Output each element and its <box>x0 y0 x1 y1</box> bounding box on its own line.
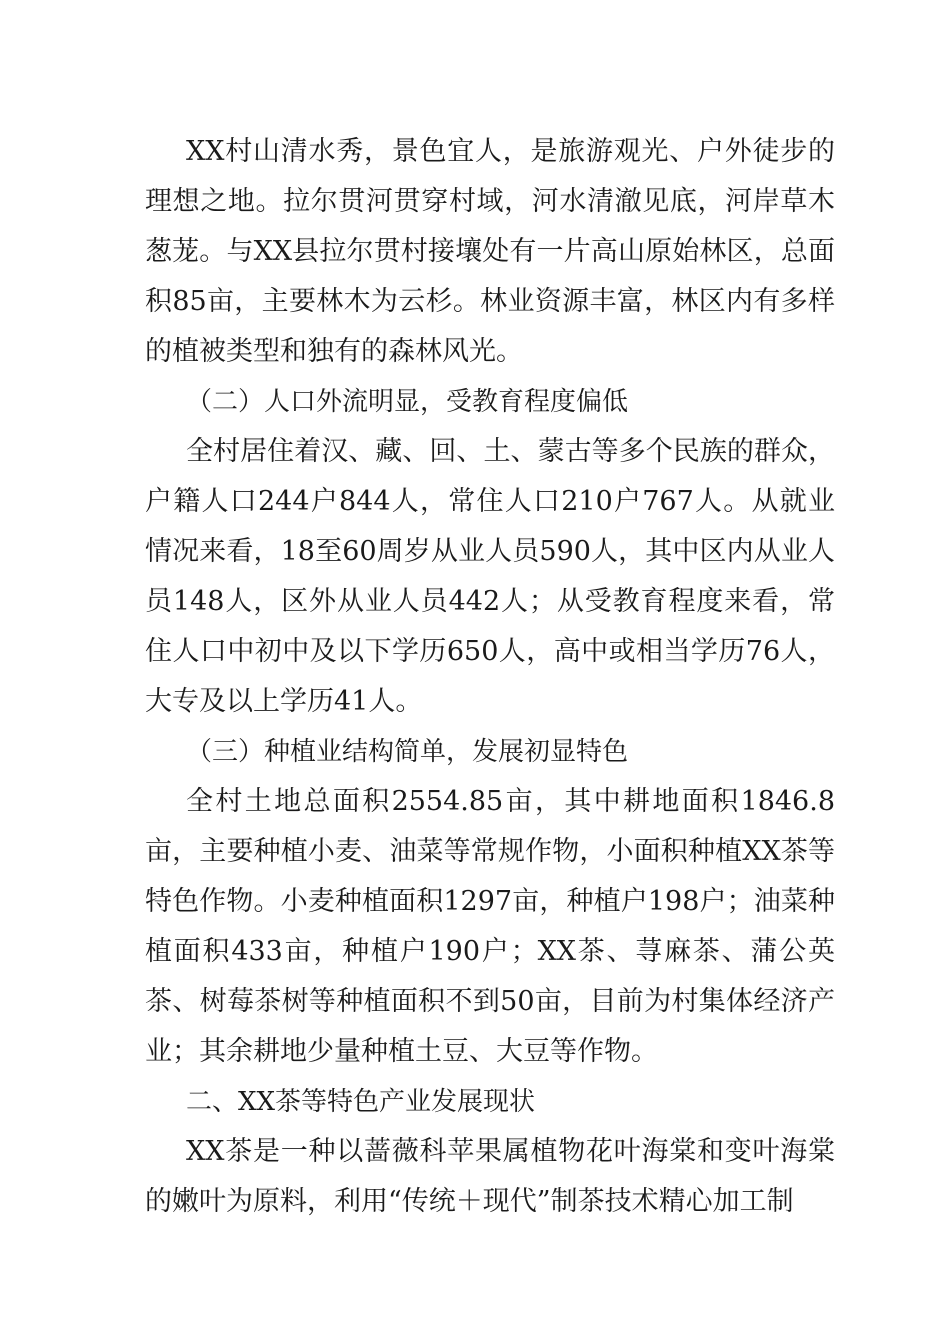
section-heading-tea-industry: 二、XX茶等特色产业发展现状 <box>186 1087 536 1117</box>
paragraph-planting: 全村土地总面积2554.85亩，其中耕地面积1846.8亩，主要种植小麦、油菜等常规作物，小面积种植XX茶等特色作物。小麦种植面积1297亩，种植户198户；油菜种植面积433亩，种植户190户；XX茶、荨麻茶、蒲公英茶、树莓茶树等种植面积不到50亩，目前为村集体经济产业；其余耕地少量种植土豆、大豆等作物。 <box>145 786 835 1067</box>
paragraph-scenery: XX村山清水秀，景色宜人，是旅游观光、户外徒步的理想之地。拉尔贯河贯穿村域，河水清澈见底，河岸草木葱茏。与XX县拉尔贯村接壤处有一片高山原始林区，总面积85亩，主要林木为云杉。林业资源丰富，林区内有多样的植被类型和独有的森林风光。 <box>145 136 835 367</box>
document-page <box>145 127 835 1227</box>
paragraph-tea-intro: XX茶是一种以蔷薇科苹果属植物花叶海棠和变叶海棠的嫩叶为原料，利用“传统＋现代”制茶技术精心加工制 <box>145 1136 835 1217</box>
paragraph-population: 全村居住着汉、藏、回、土、蒙古等多个民族的群众，户籍人口244户844人，常住人口210户767人。从就业情况来看，18至60周岁从业人员590人，其中区内从业人员148人，区外从业人员442人；从受教育程度来看，常住人口中初中及以下学历650人，高中或相当学历76人，大专及以上学历41人。 <box>145 436 835 717</box>
section-heading-planting: （三）种植业结构简单，发展初显特色 <box>186 737 629 767</box>
section-heading-population: （二）人口外流明显，受教育程度偏低 <box>186 387 629 417</box>
